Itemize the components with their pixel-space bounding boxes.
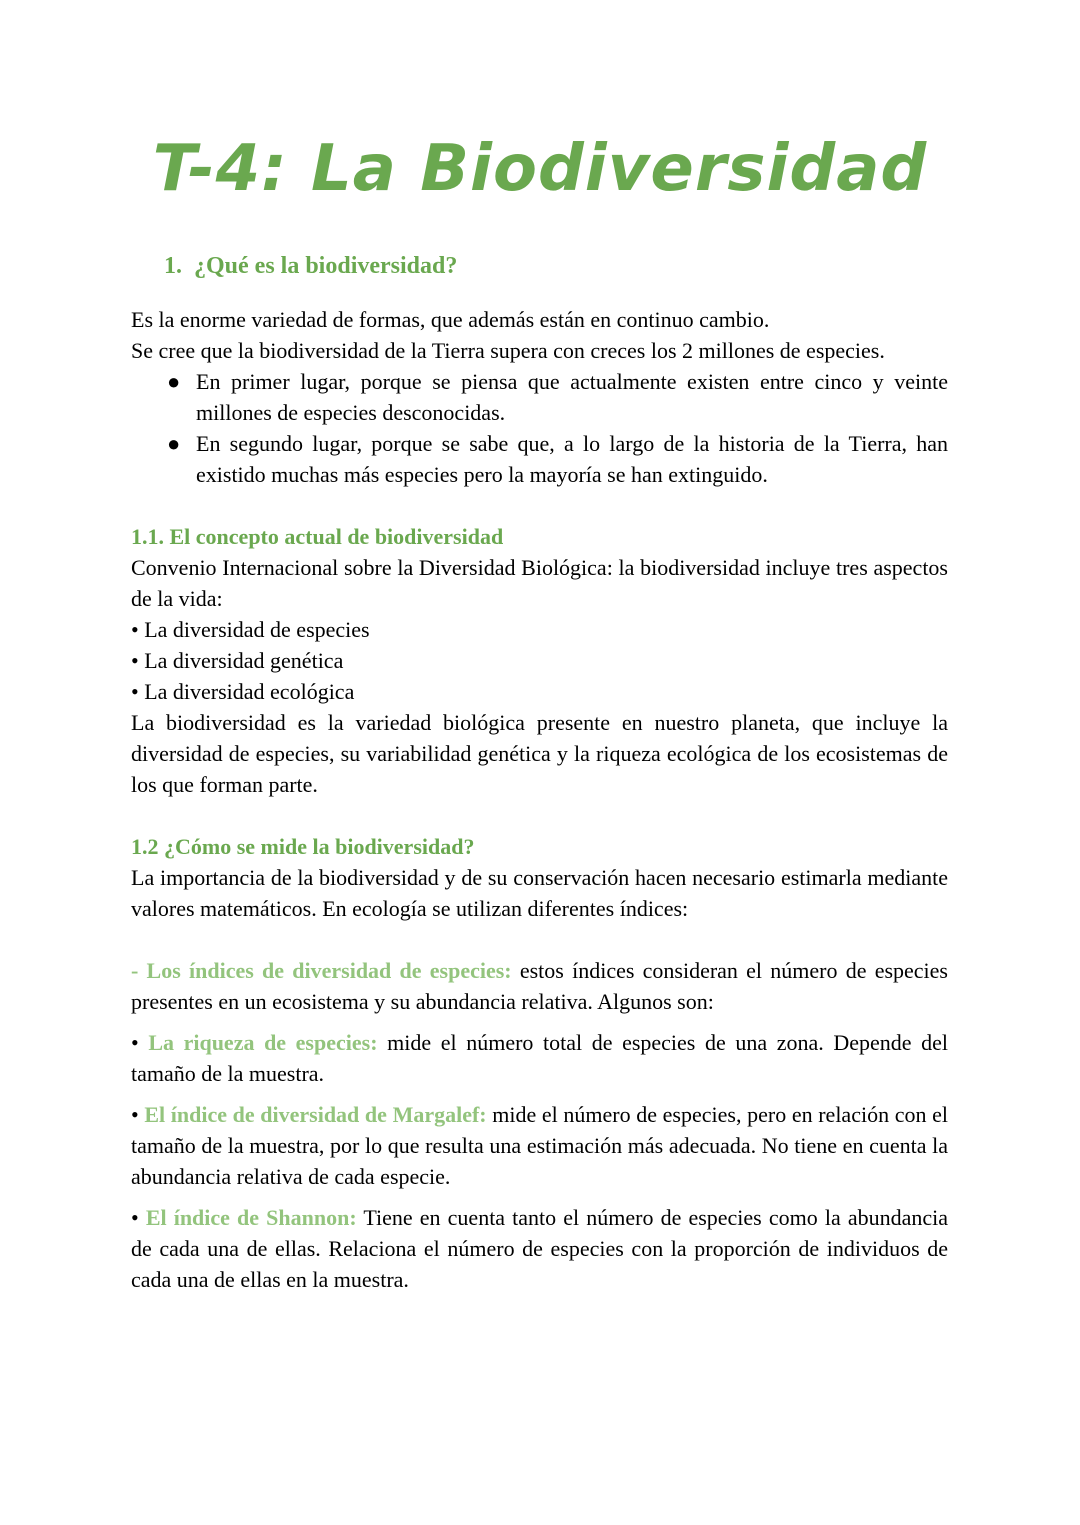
bullet-icon: • [131,1205,139,1230]
section-1-number: 1. [164,253,182,279]
bullet-icon: • [131,1030,139,1055]
section-1-1-intro: Convenio Internacional sobre la Diversidad Biológica: la biodiversidad incluye tres aspectos de la vida: [131,555,948,611]
section-1-heading [164,250,948,282]
section-1-2-intro: La importancia de la biodiversidad y de su conservación hacen necesario estimarla mediante valores matemáticos. En ecología se utilizan diferentes índices: [131,865,948,921]
section-1-title: ¿Qué es la biodiversidad? [194,253,458,279]
bullet-icon: ● [167,431,181,456]
document-body [131,250,948,1295]
section-1-paragraph-2: Se cree que la biodiversidad de la Tierra supera con creces los 2 millones de especies. [131,338,885,363]
index-label: El índice de diversidad de Margalef: [144,1102,487,1127]
page-title: T-4: La Biodiversidad [152,132,928,206]
index-text: mide el número total de especies de una zona. Depende del tamaño de la muestra. [131,1030,949,1086]
list-item: • La diversidad de especies [131,617,370,642]
section-1-1-heading: 1.1. El concepto actual de biodiversidad [131,524,504,549]
list-item-text: En segundo lugar, porque se sabe que, a lo largo de la historia de la Tierra, han existido muchas más especies pero la mayoría se han extinguido. [196,431,948,487]
bullet-icon: ● [167,369,181,394]
index-item-shannon [131,1202,948,1295]
section-1-bullet-list [131,366,948,490]
section-1-paragraph-1: Es la enorme variedad de formas, que además están en continuo cambio. [131,307,770,332]
list-item [167,428,948,490]
index-item-margalef [131,1099,948,1192]
index-item-richness [131,1027,948,1089]
list-item: • La diversidad genética [131,648,344,673]
index-label: La riqueza de especies: [148,1030,378,1055]
section-1-2-heading: 1.2 ¿Cómo se mide la biodiversidad? [131,834,475,859]
index-label: El índice de Shannon: [145,1205,357,1230]
bullet-icon: • [131,1102,139,1127]
section-1-1-closing: La biodiversidad es la variedad biológica presente en nuestro planeta, que incluye la diversidad de especies, su variabilidad genética y la riqueza ecológica de los ecosistemas de los que forman parte. [131,710,948,797]
list-item-text: En primer lugar, porque se piensa que actualmente existen entre cinco y veinte millones de especies desconocidas. [196,369,948,425]
index-text: Tiene en cuenta tanto el número de especies como la abundancia de cada una de ellas. Relaciona el número de especies con la proporción de individuos de cada una de ellas en la muestra. [131,1205,948,1292]
species-indices-text: estos índices consideran el número de especies presentes en un ecosistema y su abundancia relativa. Algunos son: [131,958,948,1014]
list-item [167,366,948,428]
index-text: mide el número de especies, pero en relación con el tamaño de la muestra, por lo que resulta una estimación más adecuada. No tiene en cuenta la abundancia relativa de cada especie. [131,1102,948,1189]
species-indices-label: - Los índices de diversidad de especies: [131,958,512,983]
list-item: • La diversidad ecológica [131,679,355,704]
species-indices-paragraph [131,955,948,1017]
